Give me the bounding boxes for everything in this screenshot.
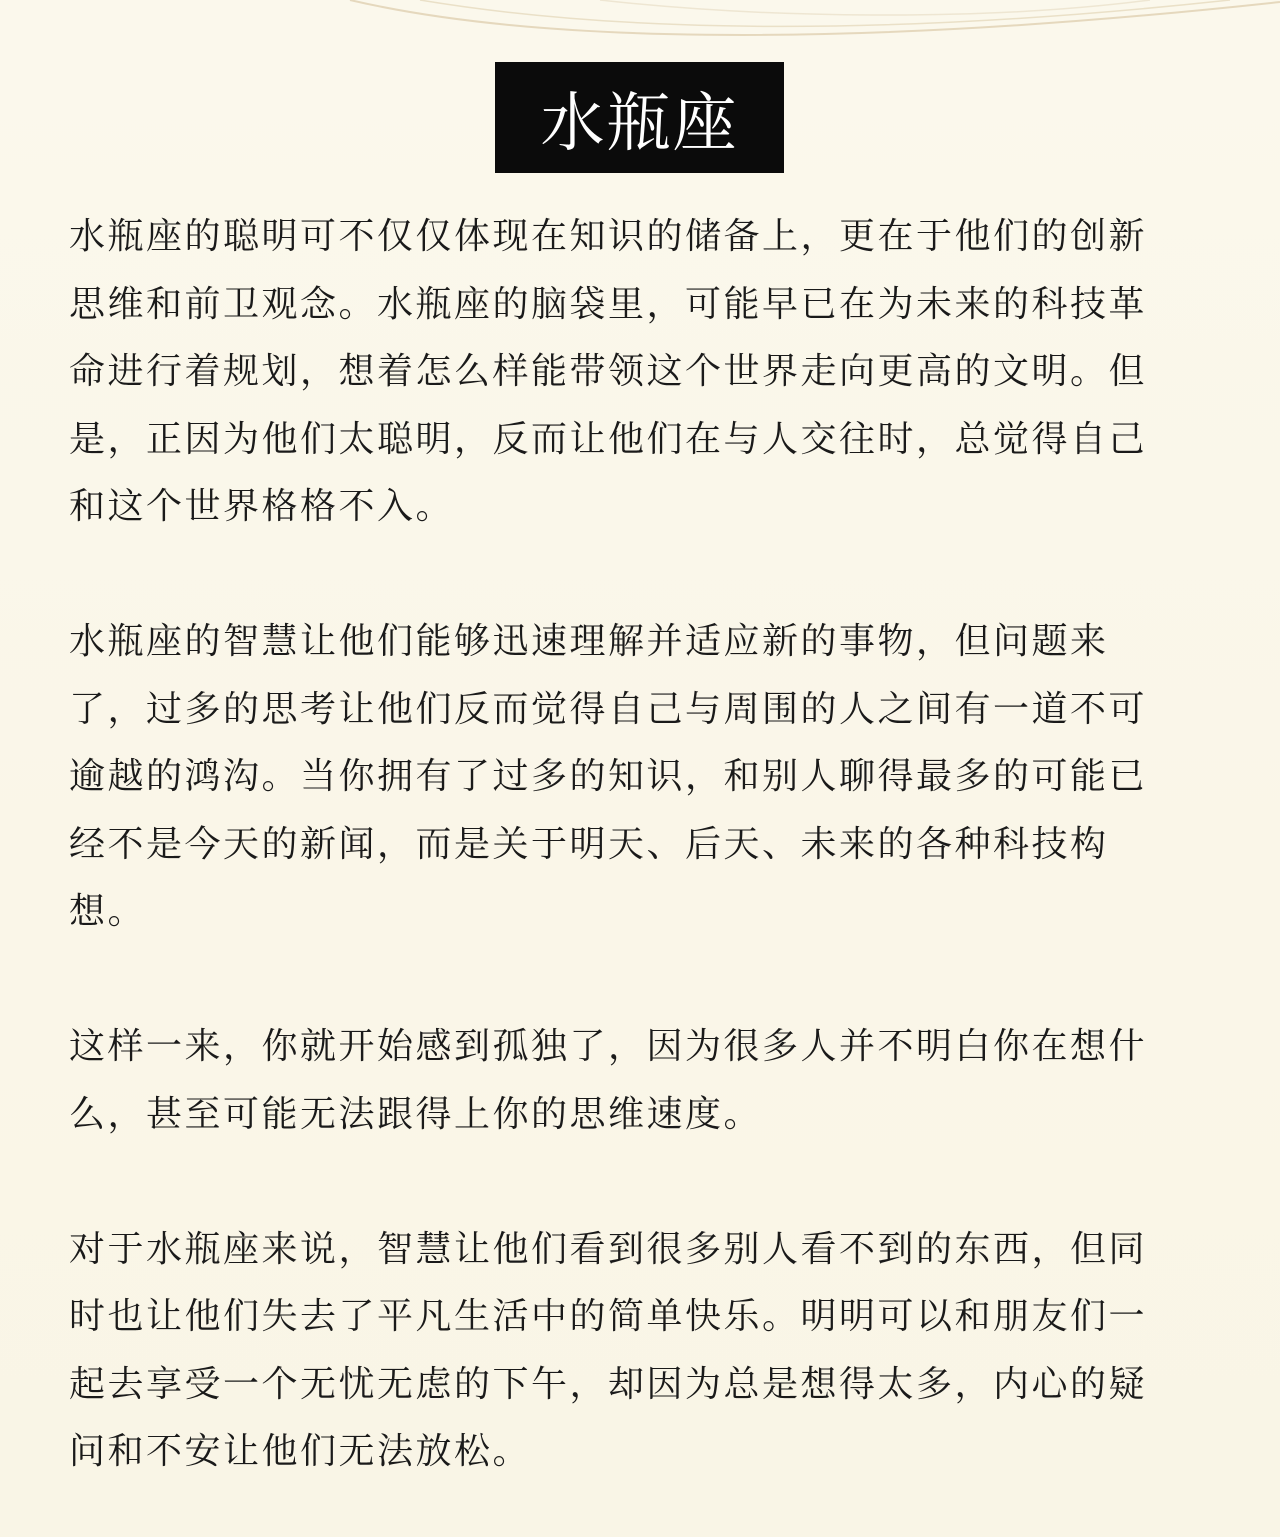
text-line: 思维和前卫观念。水瓶座的脑袋里，可能早已在为未来的科技革 <box>69 283 1148 325</box>
text-line: 么，甚至可能无法跟得上你的思维速度。 <box>69 1093 763 1135</box>
text-line: 起去享受一个无忧无虑的下午，却因为总是想得太多，内心的疑 <box>69 1363 1148 1405</box>
paragraph <box>69 203 1219 541</box>
arc-line <box>350 0 1280 35</box>
arc-line <box>600 0 1150 15</box>
text-line: 想。 <box>69 891 147 932</box>
title-banner <box>495 62 784 173</box>
text-line: 水瓶座的智慧让他们能够迅速理解并适应新的事物，但问题来 <box>69 621 1109 662</box>
text-line: 对于水瓶座来说，智慧让他们看到很多别人看不到的东西，但同 <box>69 1228 1148 1270</box>
text-line: 和这个世界格格不入。 <box>69 486 455 527</box>
paragraph <box>69 608 1219 946</box>
text-line: 了，过多的思考让他们反而觉得自己与周围的人之间有一道不可 <box>69 688 1148 730</box>
text-line: 时也让他们失去了平凡生活中的简单快乐。明明可以和朋友们一 <box>69 1296 1148 1337</box>
article-body <box>69 203 1219 1486</box>
text-line: 逾越的鸿沟。当你拥有了过多的知识，和别人聊得最多的可能已 <box>69 756 1148 797</box>
page-title: 水瓶座 <box>540 86 739 161</box>
paragraph <box>69 1216 1219 1486</box>
paragraph <box>69 1013 1219 1148</box>
arc-line <box>420 0 1230 26</box>
text-line: 是，正因为他们太聪明，反而让他们在与人交往时，总觉得自己 <box>69 418 1148 460</box>
text-line: 命进行着规划，想着怎么样能带领这个世界走向更高的文明。但 <box>69 351 1148 392</box>
text-line: 经不是今天的新闻，而是关于明天、后天、未来的各种科技构 <box>69 823 1109 865</box>
text-line: 问和不安让他们无法放松。 <box>69 1431 532 1472</box>
text-line: 水瓶座的聪明可不仅仅体现在知识的储备上，更在于他们的创新 <box>69 216 1148 257</box>
text-line: 这样一来，你就开始感到孤独了，因为很多人并不明白你在想什 <box>69 1026 1148 1067</box>
